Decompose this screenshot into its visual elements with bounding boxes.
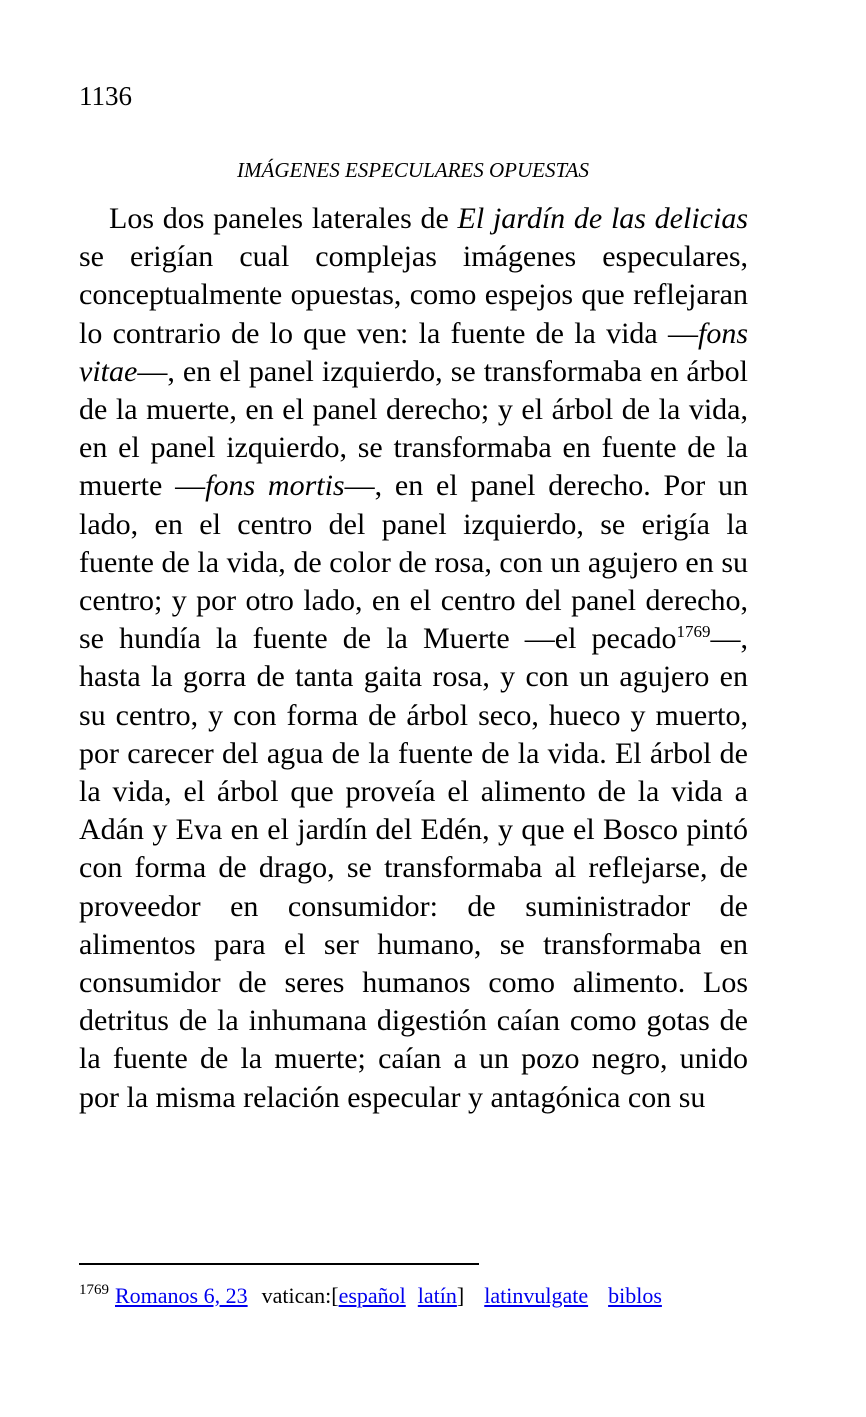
fons-mortis-italic: fons mortis [205, 469, 345, 503]
running-head: IMÁGENES ESPECULARES OPUESTAS [237, 158, 589, 182]
footnote [79, 1281, 662, 1311]
body-text-4: —, en el panel derecho. Por un lado, en el centro del panel izquierdo, se erigía la fuente de la vida, de color de rosa, con un agujero en su centro; y por otro lado, en el centro del panel derecho, se hundía la fuente de la Muerte —el pecado [79, 469, 749, 656]
romanos-link[interactable]: Romanos 6, 23 [115, 1283, 248, 1308]
body-text-5: —, hasta la gorra de tanta gaita rosa, y con un agujero en su centro, y con forma de árbol seco, hueco y muerto, por carecer del agua de la fuente de la vida. El árbol de la vida, el árbol que proveía el alimento de la vida a Adán y Eva en el jardín del Edén, y que el Bosco pintó con forma de drago, se transformaba al reflejarse, de proveedor en consumidor: de suministrador de alimentos para el ser humano, se transformaba en consumidor de seres humanos como alimento. Los detritus de la inhumana digestión caían como gotas de la fuente de la muerte; caían a un pozo negro, unido por la misma relación especular y antagónica con su [79, 622, 748, 1114]
close-bracket: ] [456, 1283, 465, 1308]
espanol-link[interactable]: español [338, 1283, 406, 1308]
page-number: 1136 [79, 81, 132, 111]
latinvulgate-link[interactable]: latinvulgate [484, 1283, 589, 1308]
biblos-link[interactable]: biblos [608, 1283, 662, 1308]
footnote-divider [79, 1263, 479, 1265]
footnote-number: 1769 [79, 1282, 109, 1298]
footnote-reference: 1769 [676, 622, 711, 642]
fons-vitae-italic: fons vitae [79, 316, 748, 388]
latin-link[interactable]: latín [417, 1283, 457, 1308]
body-text-3: —, en el panel izquierdo, se transformaba en árbol de la muerte, en el panel derecho; y el árbol de la vida, en el panel izquierdo, se transformaba en fuente de la muerte — [79, 354, 748, 503]
body-paragraph [79, 200, 748, 1117]
title-italic: El jardín de las delicias [457, 202, 748, 235]
body-text-1: Los dos paneles laterales de [109, 202, 458, 235]
body-text-2: se erigían cual complejas imágenes especulares, conceptualmente opuestas, como espejos que reflejaran lo contrario de lo que ven: la fuente de la vida — [79, 240, 748, 350]
vatican-label: vatican:[ [261, 1283, 339, 1308]
